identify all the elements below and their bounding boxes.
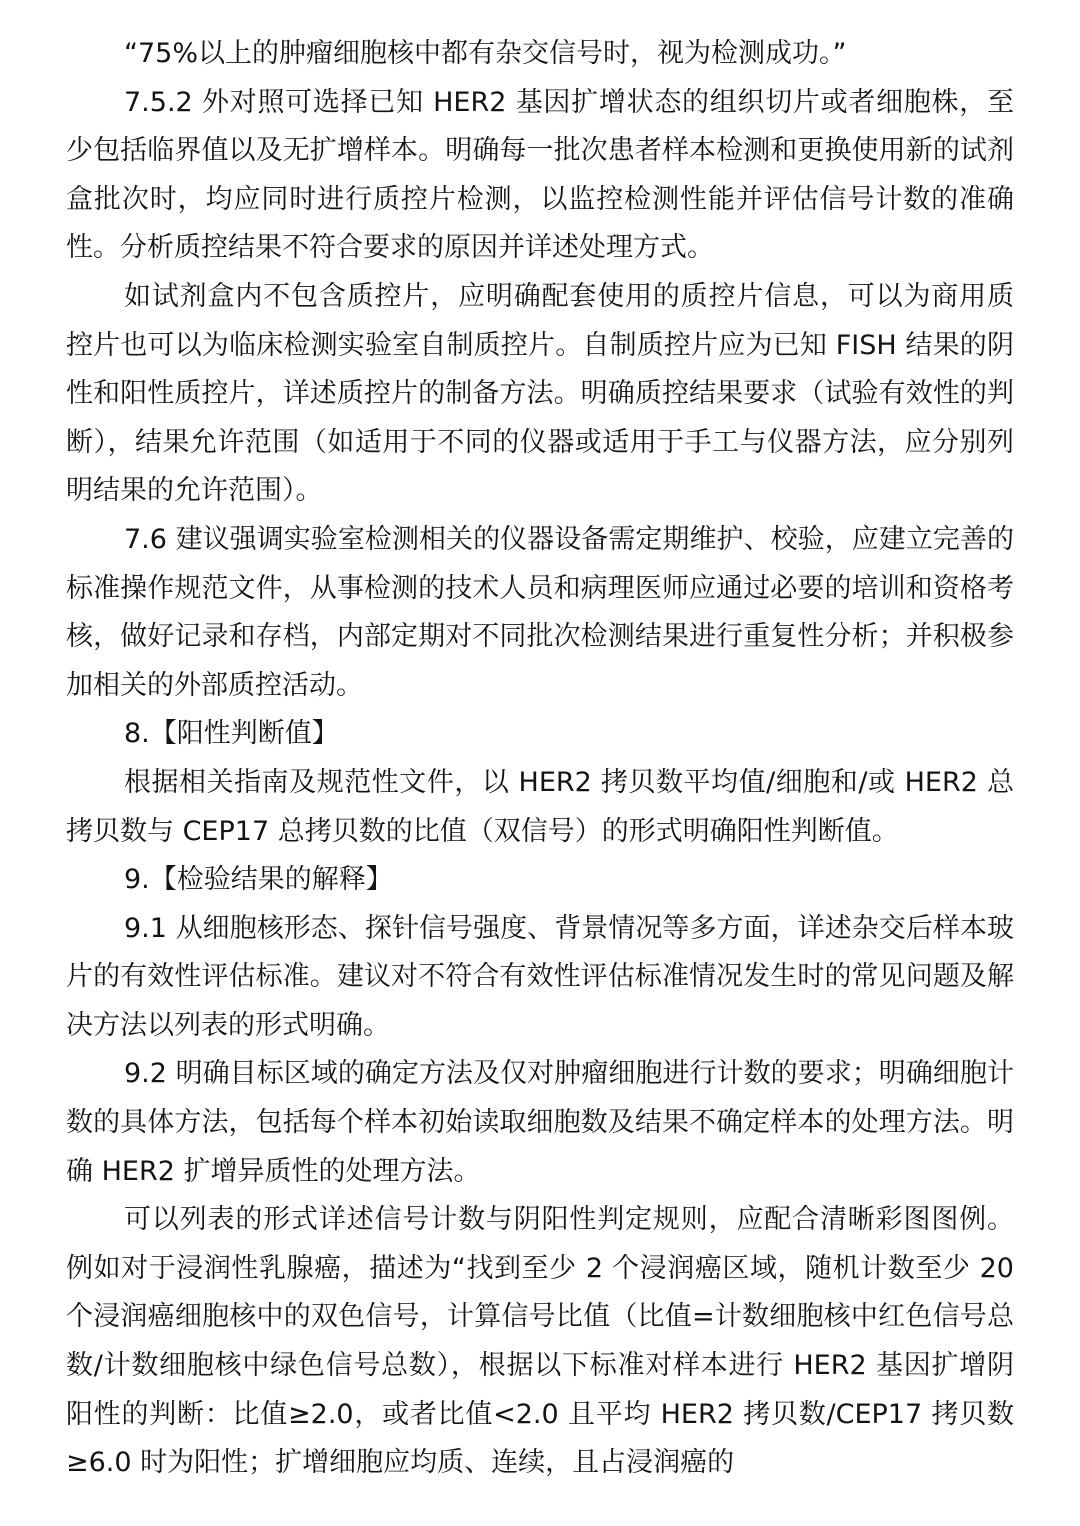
- paragraph-detection-success: “75%以上的肿瘤细胞核中都有杂交信号时，视为检测成功。”: [124, 38, 847, 69]
- document-body: [66, 30, 1014, 1488]
- heading-9-result-interpretation: 9.【检验结果的解释】: [124, 864, 393, 896]
- paragraph-7-5-2-external-control: 7.5.2 外对照可选择已知 HER2 基因扩增状态的组织切片或者细胞株，至少包括临界值以及无扩增样本。明确每一批次患者样本检测和更换使用新的试剂盒批次时，均应同时进行质控片检测，以监控检测性能并评估信号计数的准确性。分析质控结果不符合要求的原因并详述处理方式。: [66, 86, 1014, 264]
- paragraph-signal-counting-rules: 可以列表的形式详述信号计数与阴阳性判定规则，应配合清晰彩图图例。例如对于浸润性乳腺癌，描述为“找到至少 2 个浸润癌区域，随机计数至少 20 个浸润癌细胞核中的双色信号，计算信号比值（比值=计数细胞核中红色信号总数/计数细胞核中绿色信号总数），根据以下标准对样本进行 HER2 基因扩增阴阳性的判断：比值≥2.0，或者比值<2.0 且平均 HER2 拷贝数/CEP17 拷贝数≥6.0 时为阳性；扩增细胞应均质、连续，且占浸润癌的: [66, 1204, 1014, 1479]
- paragraph-9-2-target-region: 9.2 明确目标区域的确定方法及仅对肿瘤细胞进行计数的要求；明确细胞计数的具体方法，包括每个样本初始读取细胞数及结果不确定样本的处理方法。明确 HER2 扩增异质性的处理方法。: [66, 1058, 1014, 1187]
- paragraph-9-1-slide-validity: 9.1 从细胞核形态、探针信号强度、背景情况等多方面，详述杂交后样本玻片的有效性评估标准。建议对不符合有效性评估标准情况发生时的常见问题及解决方法以列表的形式明确。: [66, 912, 1014, 1041]
- paragraph-control-slide: 如试剂盒内不包含质控片，应明确配套使用的质控片信息，可以为商用质控片也可以为临床检测实验室自制质控片。自制质控片应为已知 FISH 结果的阴性和阳性质控片，详述质控片的制备方法。明确质控结果要求（试验有效性的判断），结果允许范围（如适用于不同的仪器或适用于手工与仪器方法，应分别列明结果的允许范围）。: [66, 280, 1014, 507]
- paragraph-positive-cutoff: 根据相关指南及规范性文件，以 HER2 拷贝数平均值/细胞和/或 HER2 总拷贝数与 CEP17 总拷贝数的比值（双信号）的形式明确阳性判断值。: [66, 766, 1014, 847]
- heading-8-positive-cutoff: 8.【阳性判断值】: [124, 718, 339, 750]
- paragraph-7-6-equipment: 7.6 建议强调实验室检测相关的仪器设备需定期维护、校验，应建立完善的标准操作规范文件，从事检测的技术人员和病理医师应通过必要的培训和资格考核，做好记录和存档，内部定期对不同批次检测结果进行重复性分析；并积极参加相关的外部质控活动。: [66, 523, 1014, 701]
